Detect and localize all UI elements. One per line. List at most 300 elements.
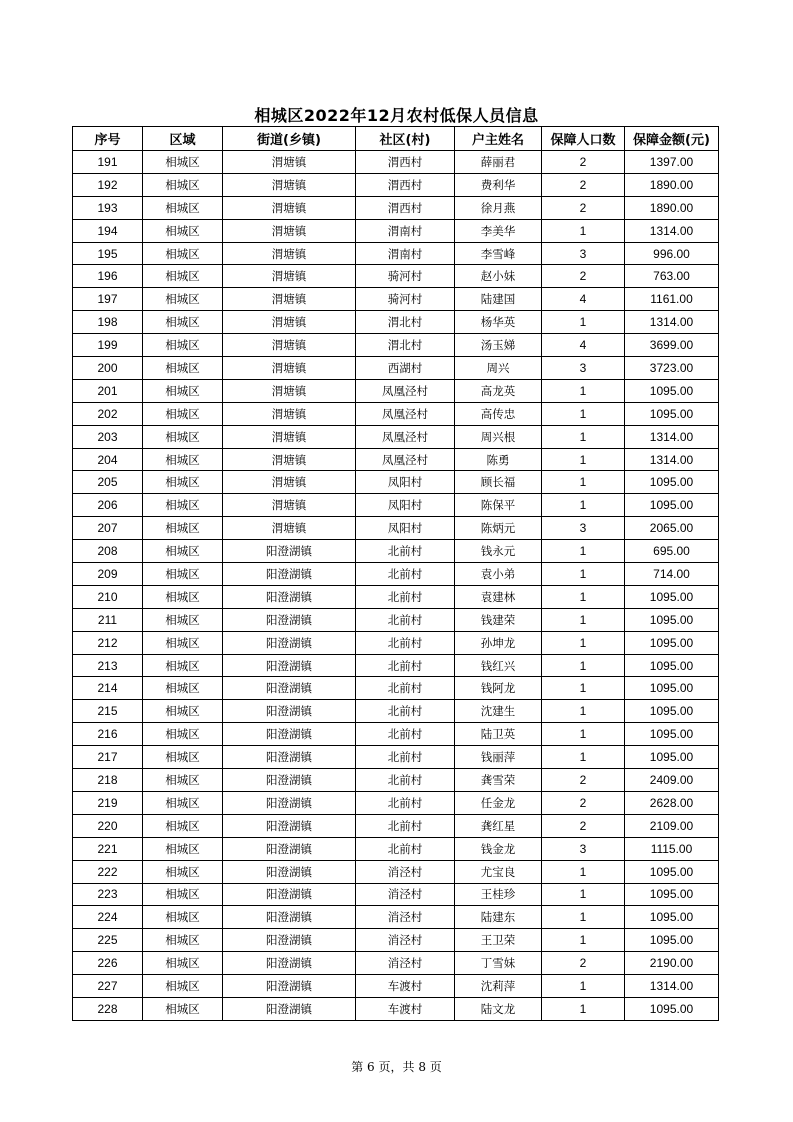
table-row (73, 196, 719, 219)
cell-persons: 2 (542, 196, 625, 219)
table-row (73, 906, 719, 929)
table-row (73, 837, 719, 860)
cell-persons: 2 (542, 265, 625, 288)
cell-community: 北前村 (356, 563, 455, 586)
cell-street: 渭塘镇 (223, 196, 356, 219)
table-row (73, 746, 719, 769)
cell-area: 相城区 (143, 357, 223, 380)
cell-persons: 2 (542, 814, 625, 837)
cell-community: 北前村 (356, 837, 455, 860)
cell-persons: 2 (542, 151, 625, 174)
cell-householder: 陈炳元 (455, 517, 542, 540)
header-street: 街道(乡镇) (223, 127, 356, 151)
cell-community: 北前村 (356, 540, 455, 563)
cell-area: 相城区 (143, 425, 223, 448)
cell-persons: 1 (542, 860, 625, 883)
cell-persons: 1 (542, 448, 625, 471)
cell-street: 渭塘镇 (223, 151, 356, 174)
cell-amount: 3699.00 (625, 334, 719, 357)
cell-amount: 1314.00 (625, 975, 719, 998)
cell-serial: 200 (73, 357, 143, 380)
cell-persons: 1 (542, 608, 625, 631)
header-serial: 序号 (73, 127, 143, 151)
table-row (73, 608, 719, 631)
cell-householder: 陆建国 (455, 288, 542, 311)
cell-persons: 4 (542, 288, 625, 311)
cell-street: 渭塘镇 (223, 379, 356, 402)
cell-serial: 203 (73, 425, 143, 448)
cell-householder: 汤玉娣 (455, 334, 542, 357)
cell-householder: 赵小妹 (455, 265, 542, 288)
cell-amount: 1095.00 (625, 997, 719, 1020)
table-row (73, 517, 719, 540)
cell-area: 相城区 (143, 700, 223, 723)
cell-community: 渭南村 (356, 219, 455, 242)
cell-householder: 钱金龙 (455, 837, 542, 860)
cell-persons: 1 (542, 906, 625, 929)
cell-street: 渭塘镇 (223, 311, 356, 334)
cell-community: 消泾村 (356, 860, 455, 883)
cell-householder: 陆卫英 (455, 723, 542, 746)
cell-community: 凤阳村 (356, 494, 455, 517)
cell-area: 相城区 (143, 379, 223, 402)
cell-serial: 209 (73, 563, 143, 586)
cell-serial: 223 (73, 883, 143, 906)
cell-area: 相城区 (143, 540, 223, 563)
cell-street: 阳澄湖镇 (223, 860, 356, 883)
cell-amount: 1095.00 (625, 860, 719, 883)
cell-area: 相城区 (143, 585, 223, 608)
cell-area: 相城区 (143, 952, 223, 975)
table-row (73, 471, 719, 494)
table-row (73, 677, 719, 700)
cell-householder: 钱红兴 (455, 654, 542, 677)
cell-amount: 2109.00 (625, 814, 719, 837)
cell-community: 骑河村 (356, 288, 455, 311)
cell-householder: 王桂珍 (455, 883, 542, 906)
cell-area: 相城区 (143, 631, 223, 654)
cell-householder: 王卫荣 (455, 929, 542, 952)
cell-amount: 1095.00 (625, 883, 719, 906)
cell-street: 阳澄湖镇 (223, 746, 356, 769)
cell-community: 凤阳村 (356, 471, 455, 494)
table-header-row (73, 127, 719, 151)
cell-community: 骑河村 (356, 265, 455, 288)
cell-householder: 陈保平 (455, 494, 542, 517)
cell-street: 阳澄湖镇 (223, 563, 356, 586)
cell-area: 相城区 (143, 746, 223, 769)
cell-serial: 192 (73, 173, 143, 196)
cell-householder: 高传忠 (455, 402, 542, 425)
page-footer: 第 6 页，共 8 页 (351, 1060, 442, 1074)
cell-amount: 3723.00 (625, 357, 719, 380)
cell-serial: 211 (73, 608, 143, 631)
cell-householder: 高龙英 (455, 379, 542, 402)
cell-street: 渭塘镇 (223, 288, 356, 311)
cell-persons: 1 (542, 563, 625, 586)
cell-amount: 1095.00 (625, 654, 719, 677)
cell-community: 北前村 (356, 769, 455, 792)
cell-householder: 陈勇 (455, 448, 542, 471)
cell-serial: 191 (73, 151, 143, 174)
cell-street: 渭塘镇 (223, 494, 356, 517)
cell-serial: 224 (73, 906, 143, 929)
cell-serial: 220 (73, 814, 143, 837)
cell-householder: 徐月燕 (455, 196, 542, 219)
cell-serial: 208 (73, 540, 143, 563)
cell-persons: 3 (542, 837, 625, 860)
table-row (73, 151, 719, 174)
cell-amount: 1095.00 (625, 608, 719, 631)
cell-amount: 714.00 (625, 563, 719, 586)
cell-persons: 1 (542, 700, 625, 723)
cell-householder: 钱阿龙 (455, 677, 542, 700)
cell-area: 相城区 (143, 608, 223, 631)
cell-street: 阳澄湖镇 (223, 631, 356, 654)
table-row (73, 952, 719, 975)
cell-community: 消泾村 (356, 929, 455, 952)
cell-householder: 杨华英 (455, 311, 542, 334)
cell-street: 阳澄湖镇 (223, 883, 356, 906)
cell-area: 相城区 (143, 151, 223, 174)
cell-area: 相城区 (143, 517, 223, 540)
table-row (73, 242, 719, 265)
cell-street: 阳澄湖镇 (223, 975, 356, 998)
cell-area: 相城区 (143, 929, 223, 952)
cell-serial: 214 (73, 677, 143, 700)
cell-street: 渭塘镇 (223, 334, 356, 357)
cell-serial: 213 (73, 654, 143, 677)
header-householder: 户主姓名 (455, 127, 542, 151)
cell-amount: 1095.00 (625, 494, 719, 517)
cell-serial: 207 (73, 517, 143, 540)
cell-street: 渭塘镇 (223, 402, 356, 425)
cell-serial: 216 (73, 723, 143, 746)
cell-householder: 周兴 (455, 357, 542, 380)
cell-householder: 袁小弟 (455, 563, 542, 586)
cell-serial: 217 (73, 746, 143, 769)
cell-householder: 李美华 (455, 219, 542, 242)
cell-street: 渭塘镇 (223, 425, 356, 448)
cell-persons: 4 (542, 334, 625, 357)
cell-serial: 219 (73, 791, 143, 814)
cell-amount: 1890.00 (625, 173, 719, 196)
cell-street: 阳澄湖镇 (223, 906, 356, 929)
cell-persons: 1 (542, 723, 625, 746)
cell-area: 相城区 (143, 677, 223, 700)
cell-community: 北前村 (356, 791, 455, 814)
header-community: 社区(村) (356, 127, 455, 151)
cell-community: 西湖村 (356, 357, 455, 380)
cell-persons: 1 (542, 311, 625, 334)
cell-serial: 226 (73, 952, 143, 975)
cell-area: 相城区 (143, 883, 223, 906)
table-row (73, 585, 719, 608)
cell-householder: 龚红星 (455, 814, 542, 837)
cell-amount: 1095.00 (625, 929, 719, 952)
cell-persons: 2 (542, 952, 625, 975)
cell-area: 相城区 (143, 196, 223, 219)
cell-amount: 1095.00 (625, 677, 719, 700)
table-row (73, 997, 719, 1020)
cell-street: 渭塘镇 (223, 517, 356, 540)
table-row (73, 654, 719, 677)
cell-householder: 薛丽君 (455, 151, 542, 174)
cell-serial: 206 (73, 494, 143, 517)
cell-street: 渭塘镇 (223, 448, 356, 471)
cell-serial: 197 (73, 288, 143, 311)
cell-amount: 2065.00 (625, 517, 719, 540)
cell-street: 阳澄湖镇 (223, 929, 356, 952)
cell-area: 相城区 (143, 769, 223, 792)
cell-householder: 任金龙 (455, 791, 542, 814)
cell-community: 北前村 (356, 677, 455, 700)
cell-householder: 李雪峰 (455, 242, 542, 265)
table-body (73, 151, 719, 1021)
cell-persons: 2 (542, 769, 625, 792)
cell-amount: 1095.00 (625, 471, 719, 494)
cell-householder: 费利华 (455, 173, 542, 196)
cell-amount: 1095.00 (625, 379, 719, 402)
cell-serial: 199 (73, 334, 143, 357)
cell-community: 凤阳村 (356, 517, 455, 540)
cell-amount: 1095.00 (625, 585, 719, 608)
cell-householder: 丁雪妹 (455, 952, 542, 975)
table-row (73, 814, 719, 837)
cell-serial: 196 (73, 265, 143, 288)
cell-amount: 1314.00 (625, 425, 719, 448)
table-row (73, 975, 719, 998)
cell-serial: 194 (73, 219, 143, 242)
table-row (73, 563, 719, 586)
cell-householder: 袁建林 (455, 585, 542, 608)
cell-street: 阳澄湖镇 (223, 700, 356, 723)
cell-amount: 1095.00 (625, 700, 719, 723)
cell-street: 阳澄湖镇 (223, 952, 356, 975)
cell-street: 渭塘镇 (223, 471, 356, 494)
table-row (73, 494, 719, 517)
cell-community: 北前村 (356, 700, 455, 723)
cell-area: 相城区 (143, 173, 223, 196)
table-row (73, 540, 719, 563)
cell-community: 北前村 (356, 585, 455, 608)
cell-serial: 195 (73, 242, 143, 265)
cell-amount: 695.00 (625, 540, 719, 563)
cell-amount: 2628.00 (625, 791, 719, 814)
cell-amount: 2190.00 (625, 952, 719, 975)
cell-amount: 1095.00 (625, 746, 719, 769)
cell-amount: 1314.00 (625, 448, 719, 471)
cell-householder: 周兴根 (455, 425, 542, 448)
cell-area: 相城区 (143, 265, 223, 288)
cell-community: 凤凰泾村 (356, 379, 455, 402)
cell-persons: 3 (542, 242, 625, 265)
cell-area: 相城区 (143, 906, 223, 929)
table-row (73, 631, 719, 654)
cell-householder: 陆建东 (455, 906, 542, 929)
table-row (73, 448, 719, 471)
cell-area: 相城区 (143, 311, 223, 334)
cell-persons: 1 (542, 402, 625, 425)
cell-community: 车渡村 (356, 997, 455, 1020)
cell-community: 北前村 (356, 814, 455, 837)
cell-householder: 沈建生 (455, 700, 542, 723)
cell-serial: 204 (73, 448, 143, 471)
cell-amount: 763.00 (625, 265, 719, 288)
cell-street: 阳澄湖镇 (223, 769, 356, 792)
cell-amount: 1314.00 (625, 311, 719, 334)
cell-persons: 2 (542, 791, 625, 814)
cell-area: 相城区 (143, 837, 223, 860)
cell-amount: 1095.00 (625, 402, 719, 425)
cell-serial: 227 (73, 975, 143, 998)
table-row (73, 425, 719, 448)
cell-area: 相城区 (143, 975, 223, 998)
cell-area: 相城区 (143, 791, 223, 814)
cell-amount: 1314.00 (625, 219, 719, 242)
cell-persons: 1 (542, 585, 625, 608)
cell-community: 渭北村 (356, 311, 455, 334)
cell-amount: 1115.00 (625, 837, 719, 860)
cell-serial: 202 (73, 402, 143, 425)
cell-community: 渭西村 (356, 196, 455, 219)
cell-serial: 215 (73, 700, 143, 723)
cell-area: 相城区 (143, 563, 223, 586)
cell-area: 相城区 (143, 448, 223, 471)
table-row (73, 379, 719, 402)
cell-serial: 222 (73, 860, 143, 883)
cell-area: 相城区 (143, 471, 223, 494)
cell-amount: 1161.00 (625, 288, 719, 311)
cell-community: 渭北村 (356, 334, 455, 357)
cell-street: 阳澄湖镇 (223, 585, 356, 608)
cell-community: 北前村 (356, 723, 455, 746)
data-table (72, 126, 719, 1021)
cell-amount: 1095.00 (625, 631, 719, 654)
cell-street: 阳澄湖镇 (223, 654, 356, 677)
cell-community: 消泾村 (356, 906, 455, 929)
cell-street: 阳澄湖镇 (223, 791, 356, 814)
cell-amount: 1095.00 (625, 723, 719, 746)
cell-area: 相城区 (143, 288, 223, 311)
page-title: 相城区2022年12月农村低保人员信息 (254, 106, 539, 125)
cell-area: 相城区 (143, 402, 223, 425)
table-row (73, 860, 719, 883)
cell-serial: 198 (73, 311, 143, 334)
cell-street: 阳澄湖镇 (223, 677, 356, 700)
cell-street: 阳澄湖镇 (223, 723, 356, 746)
cell-amount: 1890.00 (625, 196, 719, 219)
cell-householder: 顾长福 (455, 471, 542, 494)
cell-street: 渭塘镇 (223, 357, 356, 380)
cell-area: 相城区 (143, 654, 223, 677)
cell-serial: 201 (73, 379, 143, 402)
header-area: 区域 (143, 127, 223, 151)
cell-amount: 1397.00 (625, 151, 719, 174)
cell-serial: 212 (73, 631, 143, 654)
cell-community: 消泾村 (356, 952, 455, 975)
cell-street: 阳澄湖镇 (223, 540, 356, 563)
cell-serial: 218 (73, 769, 143, 792)
cell-community: 北前村 (356, 654, 455, 677)
cell-persons: 1 (542, 219, 625, 242)
cell-householder: 钱建荣 (455, 608, 542, 631)
cell-householder: 陆文龙 (455, 997, 542, 1020)
cell-persons: 1 (542, 494, 625, 517)
cell-persons: 3 (542, 517, 625, 540)
cell-community: 车渡村 (356, 975, 455, 998)
table-row (73, 219, 719, 242)
cell-amount: 996.00 (625, 242, 719, 265)
cell-persons: 1 (542, 883, 625, 906)
cell-persons: 2 (542, 173, 625, 196)
table-row (73, 929, 719, 952)
cell-area: 相城区 (143, 723, 223, 746)
header-amount: 保障金额(元) (625, 127, 719, 151)
cell-street: 渭塘镇 (223, 242, 356, 265)
cell-persons: 1 (542, 929, 625, 952)
cell-persons: 1 (542, 677, 625, 700)
cell-serial: 228 (73, 997, 143, 1020)
cell-community: 渭西村 (356, 173, 455, 196)
table-row (73, 883, 719, 906)
table-row (73, 769, 719, 792)
cell-amount: 1095.00 (625, 906, 719, 929)
table-row (73, 173, 719, 196)
cell-householder: 孙坤龙 (455, 631, 542, 654)
cell-area: 相城区 (143, 334, 223, 357)
table-row (73, 334, 719, 357)
cell-persons: 1 (542, 975, 625, 998)
table-row (73, 288, 719, 311)
cell-serial: 193 (73, 196, 143, 219)
cell-community: 北前村 (356, 608, 455, 631)
cell-street: 渭塘镇 (223, 219, 356, 242)
cell-persons: 1 (542, 379, 625, 402)
cell-serial: 221 (73, 837, 143, 860)
cell-area: 相城区 (143, 242, 223, 265)
table-row (73, 402, 719, 425)
cell-persons: 3 (542, 357, 625, 380)
cell-persons: 1 (542, 540, 625, 563)
cell-community: 渭西村 (356, 151, 455, 174)
cell-community: 北前村 (356, 631, 455, 654)
table-row (73, 265, 719, 288)
cell-householder: 钱永元 (455, 540, 542, 563)
table-row (73, 357, 719, 380)
cell-serial: 225 (73, 929, 143, 952)
cell-street: 渭塘镇 (223, 265, 356, 288)
cell-area: 相城区 (143, 860, 223, 883)
cell-community: 凤凰泾村 (356, 402, 455, 425)
cell-community: 凤凰泾村 (356, 425, 455, 448)
cell-street: 阳澄湖镇 (223, 997, 356, 1020)
header-persons: 保障人口数 (542, 127, 625, 151)
cell-street: 阳澄湖镇 (223, 608, 356, 631)
cell-persons: 1 (542, 425, 625, 448)
cell-community: 渭南村 (356, 242, 455, 265)
cell-area: 相城区 (143, 219, 223, 242)
table-row (73, 700, 719, 723)
table-row (73, 311, 719, 334)
cell-area: 相城区 (143, 494, 223, 517)
cell-householder: 钱丽萍 (455, 746, 542, 769)
cell-persons: 1 (542, 997, 625, 1020)
cell-persons: 1 (542, 746, 625, 769)
table-row (73, 791, 719, 814)
cell-persons: 1 (542, 471, 625, 494)
cell-persons: 1 (542, 654, 625, 677)
